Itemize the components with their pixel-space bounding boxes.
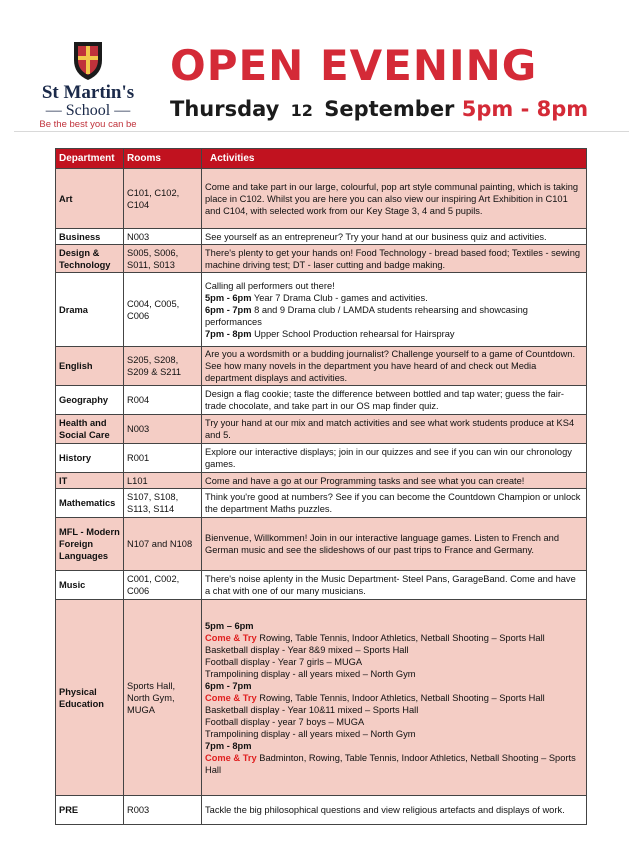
department-cell: Physical Education — [56, 600, 124, 796]
activity-line: Think you're good at numbers? See if you can become the Countdown Champion or unlock the department Maths puzzles. — [205, 492, 581, 514]
table-row — [56, 229, 587, 245]
header-department: Department — [56, 149, 124, 169]
rooms-cell: C101, C102, C104 — [124, 169, 202, 229]
time-slot: 6pm - 7pm — [205, 304, 252, 315]
department-cell: Drama — [56, 273, 124, 347]
activities-cell — [202, 169, 587, 229]
activities-cell — [202, 273, 587, 347]
activities-cell — [202, 245, 587, 273]
school-sub: — School — — [45, 102, 131, 119]
header-divider — [14, 131, 629, 132]
table-row — [56, 489, 587, 518]
activity-text: 8 and 9 Drama club / LAMDA students rehearsing and showcasing performances — [205, 304, 528, 327]
activity-line — [205, 632, 583, 644]
activity-line — [205, 644, 583, 656]
activities-cell — [202, 518, 587, 571]
rooms-cell: C001, C002, C006 — [124, 571, 202, 600]
department-cell: MFL - Modern Foreign Languages — [56, 518, 124, 571]
table-row — [56, 347, 587, 386]
table-row — [56, 571, 587, 600]
department-cell: English — [56, 347, 124, 386]
table-row — [56, 415, 587, 444]
activity-text: Basketball display - Year 8&9 mixed – Sports Hall — [205, 644, 409, 655]
rooms-cell: N003 — [124, 229, 202, 245]
activity-line: There's noise aplenty in the Music Department- Steel Pans, GarageBand. Come and have a chat with one of our many musicians. — [205, 574, 576, 596]
time-slot: 7pm - 8pm — [205, 740, 252, 751]
school-logo — [18, 38, 158, 130]
activity-line: Tackle the big philosophical questions and view religious artefacts and displays of work. — [205, 805, 565, 815]
rooms-cell: R004 — [124, 386, 202, 415]
activities-cell — [202, 473, 587, 489]
activity-line — [205, 292, 583, 304]
event-month: September — [324, 97, 455, 121]
activity-line — [205, 752, 583, 776]
activity-text: Rowing, Table Tennis, Indoor Athletics, Netball Shooting – Sports Hall — [256, 692, 545, 703]
table-row — [56, 518, 587, 571]
rooms-cell: R001 — [124, 444, 202, 473]
activity-text: Year 7 Drama Club - games and activities. — [251, 292, 428, 303]
header-activities: Activities — [202, 149, 587, 169]
rooms-cell: S005, S006, S011, S013 — [124, 245, 202, 273]
time-slot: 6pm - 7pm — [205, 680, 252, 691]
come-and-try-label: Come & Try — [205, 632, 257, 643]
event-date — [170, 96, 588, 124]
activity-line: There's plenty to get your hands on! Food Technology - bread based food; Textiles - sewing machine driving test; DT - laser cutting and badge making. — [205, 247, 581, 270]
department-cell: History — [56, 444, 124, 473]
rooms-cell: N003 — [124, 415, 202, 444]
table-row — [56, 473, 587, 489]
department-cell: Music — [56, 571, 124, 600]
department-cell: Mathematics — [56, 489, 124, 518]
activity-line: Are you a wordsmith or a budding journalist? Challenge yourself to a game of Countdown. See how many novels in the department you have heard of and check out Media department displays and activities. — [205, 349, 576, 383]
table-row — [56, 796, 587, 825]
activities-table — [55, 148, 587, 825]
event-date-number: 12 — [290, 101, 313, 120]
activity-text: Upper School Production rehearsal for Hairspray — [251, 328, 455, 339]
activity-line — [205, 280, 583, 292]
activity-line — [205, 728, 583, 740]
event-day: Thursday — [170, 97, 280, 121]
school-motto: Be the best you can be — [39, 119, 137, 130]
activity-line — [205, 656, 583, 668]
school-crest-icon — [68, 38, 108, 82]
activity-line — [205, 740, 583, 752]
table-row — [56, 169, 587, 229]
event-time: 5pm - 8pm — [461, 97, 589, 121]
table-row — [56, 386, 587, 415]
activity-line: Explore our interactive displays; join in our quizzes and see if you can win our chronology games. — [205, 447, 572, 469]
activity-line: Try your hand at our mix and match activities and see what work students produce at KS4 and 5. — [205, 418, 575, 440]
activity-text: Basketball display - Year 10&11 mixed – Sports Hall — [205, 704, 419, 715]
activities-cell — [202, 571, 587, 600]
department-cell: Geography — [56, 386, 124, 415]
activity-line — [205, 668, 583, 680]
school-name: St Martin's — [41, 82, 135, 103]
time-slot: 5pm - 6pm — [205, 292, 252, 303]
activity-line: Bienvenue, Willkommen! Join in our interactive language games. Listen to French and German music and see the slideshows of our past trips to France and Germany. — [205, 533, 559, 555]
activities-cell — [202, 229, 587, 245]
activities-cell — [202, 415, 587, 444]
activity-line — [205, 716, 583, 728]
activity-line — [205, 620, 583, 632]
activities-cell — [202, 347, 587, 386]
activity-line: Design a flag cookie; taste the difference between bottled and tap water; guess the fair-trade chocolate, and take part in our OS map finder quiz. — [205, 389, 565, 411]
rooms-cell: Sports Hall, North Gym, MUGA — [124, 600, 202, 796]
activity-text: Rowing, Table Tennis, Indoor Athletics, Netball Shooting – Sports Hall — [256, 632, 545, 643]
activity-line — [205, 328, 583, 340]
department-cell: PRE — [56, 796, 124, 825]
table-row — [56, 444, 587, 473]
activities-cell — [202, 600, 587, 796]
activity-line: Come and have a go at our Programming tasks and see what you can create! — [205, 475, 525, 486]
header-rooms: Rooms — [124, 149, 202, 169]
department-cell: Business — [56, 229, 124, 245]
time-slot: 5pm – 6pm — [205, 620, 254, 631]
activity-text: Badminton, Rowing, Table Tennis, Indoor Athletics, Netball Shooting – Sports Hall — [205, 752, 576, 775]
department-cell: IT — [56, 473, 124, 489]
activity-line: See yourself as an entrepreneur? Try your hand at our business quiz and activities. — [205, 231, 547, 242]
activity-line — [205, 304, 583, 328]
rooms-cell: C004, C005, C006 — [124, 273, 202, 347]
department-cell: Health and Social Care — [56, 415, 124, 444]
rooms-cell: R003 — [124, 796, 202, 825]
activity-text: Football display - Year 7 girls – MUGA — [205, 656, 363, 667]
activities-cell — [202, 489, 587, 518]
page-title: OPEN EVENING — [170, 41, 538, 90]
activities-cell — [202, 444, 587, 473]
activity-text: Trampolining display - all years mixed – North Gym — [205, 728, 416, 739]
come-and-try-label: Come & Try — [205, 692, 257, 703]
department-cell: Design & Technology — [56, 245, 124, 273]
activity-line — [205, 692, 583, 704]
activities-cell — [202, 386, 587, 415]
rooms-cell: N107 and N108 — [124, 518, 202, 571]
rooms-cell: S107, S108, S113, S114 — [124, 489, 202, 518]
rooms-cell: L101 — [124, 473, 202, 489]
activity-text: Trampolining display - all years mixed – North Gym — [205, 668, 416, 679]
table-row — [56, 600, 587, 796]
activity-line: Come and take part in our large, colourful, pop art style communal painting, which is taking place in C102. Whilst you are here you can also view our inspiring Art Exhibition in C101 and C104, with selected work from our Key Stage 3, 4 and 5 pupils. — [205, 181, 579, 216]
activity-line — [205, 680, 583, 692]
rooms-cell: S205, S208, S209 & S211 — [124, 347, 202, 386]
come-and-try-label: Come & Try — [205, 752, 257, 763]
activities-cell — [202, 796, 587, 825]
table-row — [56, 273, 587, 347]
time-slot: 7pm - 8pm — [205, 328, 252, 339]
department-cell: Art — [56, 169, 124, 229]
activity-text: Football display - year 7 boys – MUGA — [205, 716, 365, 727]
activity-line — [205, 704, 583, 716]
table-row — [56, 245, 587, 273]
table-header-row — [56, 149, 587, 169]
activity-text: Calling all performers out there! — [205, 280, 335, 291]
